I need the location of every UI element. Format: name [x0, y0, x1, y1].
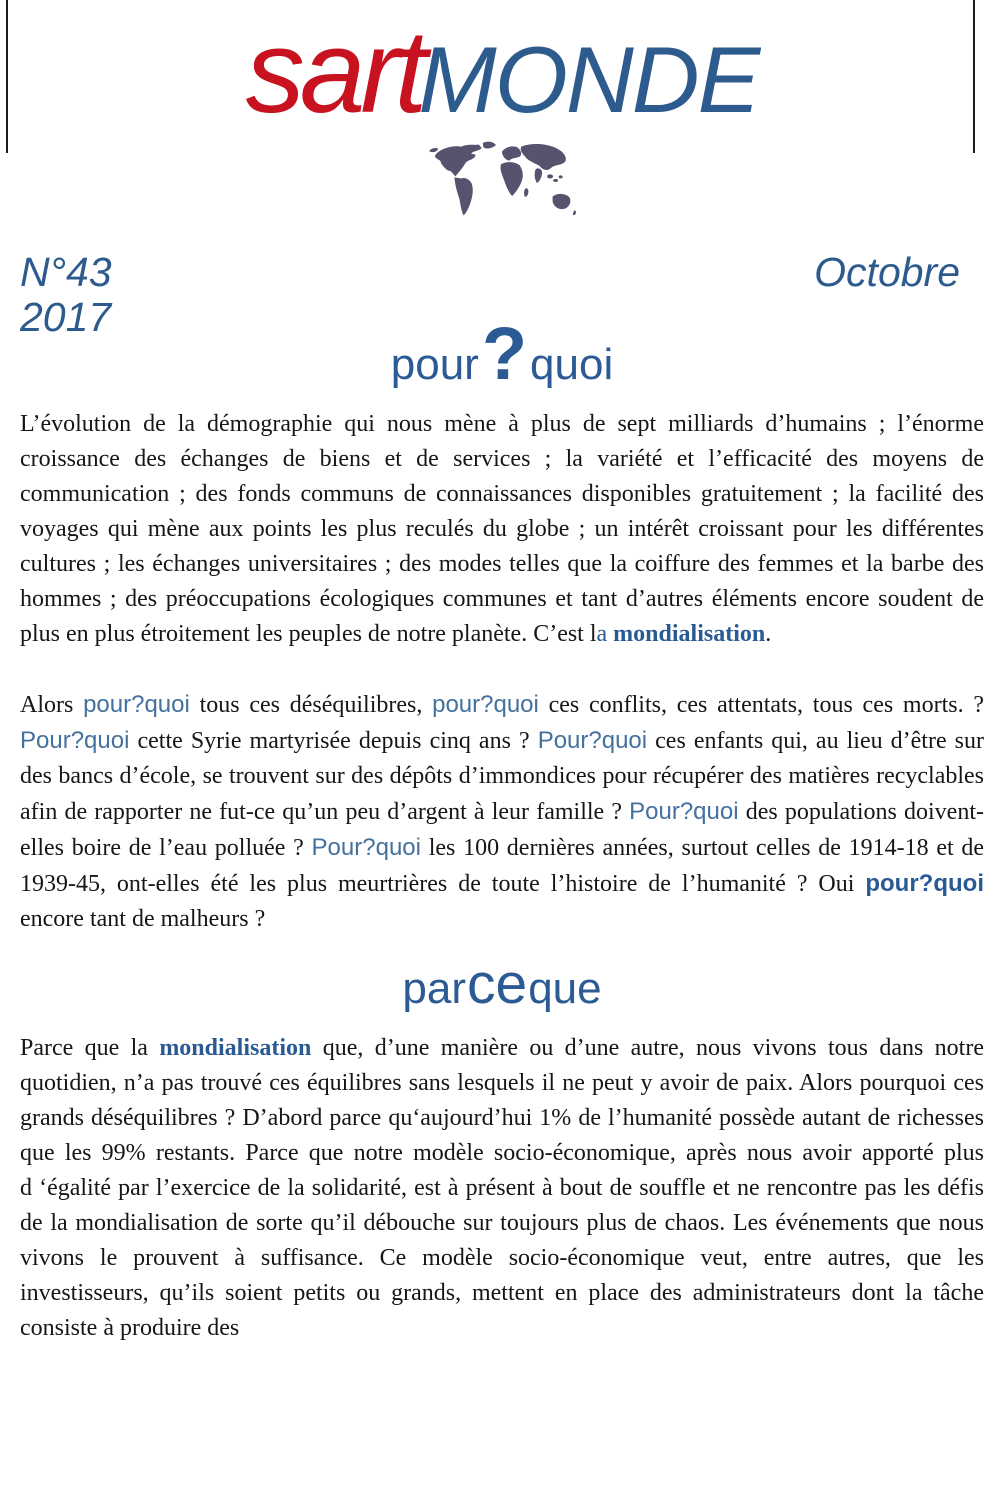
text-segment: Parce que la [20, 1034, 160, 1061]
left-border-line [6, 0, 8, 153]
text-segment: L’évolution de la démographie qui nous mène à plus de sept milliards d’humains ; l’énorme croissance des échanges de biens et de services ; la variété et l’efficacité des moyens de communication ; des fonds communs de connaissances disponibles gratuitement ; la facilité des voyages qui mène aux points les plus reculés du globe ; un intérêt croissant pour les différentes cultures ; les échanges universitaires ; des modes telles que la coiffure des femmes et la barbe des hommes ; des préoccupations écologiques communes et tant d’autres éléments encore soudent de plus en plus étroitement les peuples de notre planète. C’est l [20, 410, 984, 647]
issue-number: N°43 [20, 249, 112, 296]
paragraph-mondialisation [0, 407, 1004, 652]
heading-pourquoi-pre: pour [390, 339, 479, 389]
masthead-logo [0, 6, 1004, 138]
text-segment: pour?quoi [432, 690, 539, 718]
text-segment: . [765, 620, 772, 647]
issue-month: Octobre [814, 249, 960, 296]
text-segment: cette Syrie martyrisée depuis cinq ans ? [129, 727, 538, 754]
text-segment: Pour?quoi [537, 726, 648, 754]
text-segment: les 100 dernières années, surtout celles de 1914-18 et de 1939-45, ont-elles été les plus meurtrières de toute l’histoire de l’humanité ? Oui [20, 834, 985, 897]
text-segment: Alors [20, 691, 84, 718]
text-segment: Pour?quoi [629, 797, 739, 825]
world-map-icon [0, 140, 1004, 226]
heading-parceque-pre: par [402, 963, 466, 1013]
heading-parceque-post: que [528, 963, 602, 1013]
logo-sart-text: sart [245, 6, 423, 138]
issue-year: 2017 [20, 294, 112, 341]
text-segment: a [596, 620, 614, 647]
heading-parceque [0, 951, 1004, 1016]
paragraph-parceque [0, 1031, 1004, 1346]
paragraph-pourquoi-questions [0, 687, 1004, 937]
heading-pourquoi-question-mark: ? [481, 311, 528, 395]
text-segment: pour?quoi [83, 690, 190, 718]
text-segment: ces conflits, ces attentats, tous ces morts. ? [538, 691, 984, 718]
issue-number-year [20, 250, 112, 340]
text-segment: ces enfants qui, au lieu d’être sur des bancs d’école, se trouvent sur des dépôts d’immondices pour récupérer des matières recyclables afin de rapporter ne fut-ce qu’un peu d’argent à leur famille ? [20, 727, 984, 825]
text-segment: mondialisation [159, 1034, 312, 1061]
text-segment: mondialisation [613, 620, 766, 647]
text-segment: Pour?quoi [311, 833, 421, 861]
text-segment: des populations doivent-elles boire de l’eau polluée ? [20, 798, 984, 861]
heading-pourquoi-post: quoi [530, 339, 614, 389]
text-segment: tous ces déséquilibres, [189, 691, 433, 718]
text-segment: encore tant de malheurs ? [20, 905, 266, 932]
logo-monde-text: MONDE [418, 27, 759, 132]
heading-parceque-ce: ce [466, 951, 528, 1016]
text-segment: que, d’une manière ou d’une autre, nous vivons tous dans notre quotidien, n’a pas trouvé ces équilibres sans lesquels il ne peut y avoir de paix. Alors pourquoi ces grands déséquilibres ? D’abord parce qu‘aujourd’hui 1% de l’humanité possède autant de richesses que les 99% restants. Parce que notre modèle socio-économique, après nous avoir apporté plus d ‘égalité par l’exercice de la solidarité, est à présent à bout de souffle et ne rencontre pas les défis de la mondialisation de sorte qu’il débouche sur toujours plus de chaos. Les événements que nous vivons le prouvent à suffisance. Ce modèle socio-économique veut, entre autres, que les investisseurs, qu’ils soient petits ou grands, mettent en place des administrateurs dont la tâche consiste à produire des [20, 1034, 984, 1341]
right-border-line [973, 0, 975, 153]
text-segment: Pour?quoi [20, 726, 130, 754]
text-segment: pour?quoi [865, 869, 984, 897]
